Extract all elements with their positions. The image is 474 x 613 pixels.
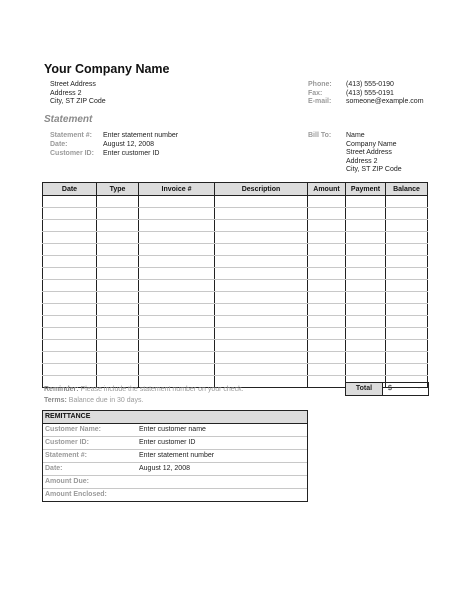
remittance-row bbox=[43, 463, 307, 476]
table-cell[interactable] bbox=[308, 196, 346, 208]
table-cell[interactable] bbox=[139, 316, 215, 328]
remittance-row bbox=[43, 450, 307, 463]
table-cell[interactable] bbox=[386, 328, 428, 340]
table-cell[interactable] bbox=[97, 220, 139, 232]
table-cell[interactable] bbox=[346, 316, 386, 328]
table-cell[interactable] bbox=[308, 256, 346, 268]
table-cell[interactable] bbox=[215, 280, 308, 292]
table-cell[interactable] bbox=[139, 220, 215, 232]
company-address-line: City, ST ZIP Code bbox=[50, 98, 106, 105]
total-box bbox=[345, 382, 429, 396]
table-row bbox=[43, 304, 428, 316]
table-cell[interactable] bbox=[386, 232, 428, 244]
terms-note bbox=[44, 397, 144, 404]
table-cell[interactable] bbox=[97, 316, 139, 328]
table-row bbox=[43, 340, 428, 352]
column-header-description: Description bbox=[215, 183, 308, 196]
table-cell[interactable] bbox=[215, 244, 308, 256]
table-cell[interactable] bbox=[43, 328, 97, 340]
table-cell[interactable] bbox=[97, 196, 139, 208]
table-cell[interactable] bbox=[215, 352, 308, 364]
table-cell[interactable] bbox=[346, 244, 386, 256]
remittance-value[interactable]: August 12, 2008 bbox=[139, 465, 190, 472]
table-cell[interactable] bbox=[386, 304, 428, 316]
table-cell[interactable] bbox=[308, 232, 346, 244]
table-cell[interactable] bbox=[308, 328, 346, 340]
column-header-type: Type bbox=[97, 183, 139, 196]
table-cell[interactable] bbox=[215, 292, 308, 304]
table-cell[interactable] bbox=[386, 292, 428, 304]
remittance-section bbox=[42, 410, 308, 502]
fax-value: (413) 555-0191 bbox=[346, 89, 394, 97]
table-cell[interactable] bbox=[139, 232, 215, 244]
table-cell[interactable] bbox=[43, 304, 97, 316]
table-cell[interactable] bbox=[308, 292, 346, 304]
remittance-row bbox=[43, 424, 307, 437]
table-cell[interactable] bbox=[308, 208, 346, 220]
remittance-title: REMITTANCE bbox=[43, 411, 307, 424]
bill-to-line: Company Name bbox=[346, 140, 397, 148]
table-row bbox=[43, 328, 428, 340]
table-cell[interactable] bbox=[215, 232, 308, 244]
table-cell[interactable] bbox=[386, 268, 428, 280]
remittance-label: Amount Due: bbox=[45, 478, 89, 485]
customer-id-label: Customer ID: bbox=[50, 150, 94, 157]
remittance-value[interactable]: Enter statement number bbox=[139, 452, 215, 459]
table-cell[interactable] bbox=[43, 232, 97, 244]
table-cell[interactable] bbox=[386, 208, 428, 220]
table-row bbox=[43, 268, 428, 280]
table-row bbox=[43, 292, 428, 304]
table-cell[interactable] bbox=[139, 280, 215, 292]
table-cell[interactable] bbox=[139, 304, 215, 316]
table-cell[interactable] bbox=[97, 268, 139, 280]
table-cell[interactable] bbox=[97, 244, 139, 256]
column-header-balance: Balance bbox=[386, 183, 428, 196]
table-body bbox=[43, 196, 428, 388]
statement-number-value: Enter statement number bbox=[103, 132, 179, 139]
table-cell[interactable] bbox=[386, 256, 428, 268]
remittance-label: Amount Enclosed: bbox=[45, 491, 107, 498]
table-cell[interactable] bbox=[346, 304, 386, 316]
table-cell[interactable] bbox=[97, 256, 139, 268]
table-cell[interactable] bbox=[139, 244, 215, 256]
table-cell[interactable] bbox=[97, 328, 139, 340]
statement-number-label: Statement #: bbox=[50, 132, 93, 139]
table-row bbox=[43, 208, 428, 220]
email-value: someone@example.com bbox=[346, 98, 424, 105]
table-cell[interactable] bbox=[215, 364, 308, 376]
table-cell[interactable] bbox=[97, 304, 139, 316]
company-address-line: Address 2 bbox=[50, 89, 82, 97]
table-cell[interactable] bbox=[386, 220, 428, 232]
table-cell[interactable] bbox=[346, 280, 386, 292]
table-cell[interactable] bbox=[139, 340, 215, 352]
table-cell[interactable] bbox=[346, 220, 386, 232]
customer-id-value: Enter customer ID bbox=[103, 150, 160, 157]
table-cell[interactable] bbox=[346, 196, 386, 208]
table-row bbox=[43, 316, 428, 328]
table-cell[interactable] bbox=[97, 280, 139, 292]
table-cell[interactable] bbox=[97, 232, 139, 244]
column-header-amount: Amount bbox=[308, 183, 346, 196]
total-label: Total bbox=[346, 383, 383, 395]
company-address-line: Street Address bbox=[50, 81, 96, 88]
table-cell[interactable] bbox=[386, 364, 428, 376]
statement-table bbox=[42, 182, 428, 388]
table-cell[interactable] bbox=[43, 340, 97, 352]
table-cell[interactable] bbox=[308, 316, 346, 328]
table-cell[interactable] bbox=[43, 292, 97, 304]
table-cell[interactable] bbox=[215, 304, 308, 316]
remittance-label: Statement #: bbox=[45, 452, 88, 459]
bill-to-line: Address 2 bbox=[346, 157, 378, 165]
table-cell[interactable] bbox=[386, 340, 428, 352]
table-cell[interactable] bbox=[215, 268, 308, 280]
table-cell[interactable] bbox=[346, 232, 386, 244]
table-row bbox=[43, 352, 428, 364]
table-cell[interactable] bbox=[139, 268, 215, 280]
remittance-row bbox=[43, 476, 307, 489]
table-cell[interactable] bbox=[97, 208, 139, 220]
table-cell[interactable] bbox=[43, 268, 97, 280]
bill-to-line: City, ST ZIP Code bbox=[346, 166, 402, 173]
bill-to-label: Bill To: bbox=[308, 132, 332, 139]
statement-date-value: August 12, 2008 bbox=[103, 141, 154, 148]
table-cell[interactable] bbox=[215, 196, 308, 208]
phone-label: Phone: bbox=[308, 81, 332, 88]
table-cell[interactable] bbox=[43, 244, 97, 256]
remittance-label: Date: bbox=[45, 465, 63, 472]
remittance-row bbox=[43, 437, 307, 450]
table-row bbox=[43, 256, 428, 268]
table-cell[interactable] bbox=[308, 280, 346, 292]
table-cell[interactable] bbox=[97, 352, 139, 364]
column-header-date: Date bbox=[43, 183, 97, 196]
total-value: - bbox=[417, 385, 420, 392]
reminder-text: Please include the statement number on your check. bbox=[80, 386, 244, 393]
table-cell[interactable] bbox=[346, 268, 386, 280]
table-cell[interactable] bbox=[386, 280, 428, 292]
table-cell[interactable] bbox=[139, 352, 215, 364]
table-cell[interactable] bbox=[346, 340, 386, 352]
column-header-payment: Payment bbox=[346, 183, 386, 196]
table-cell[interactable] bbox=[308, 340, 346, 352]
table-cell[interactable] bbox=[308, 268, 346, 280]
company-name: Your Company Name bbox=[44, 62, 170, 76]
table-cell[interactable] bbox=[215, 220, 308, 232]
table-cell[interactable] bbox=[43, 316, 97, 328]
table-cell[interactable] bbox=[43, 280, 97, 292]
table-cell[interactable] bbox=[346, 352, 386, 364]
table-cell[interactable] bbox=[215, 256, 308, 268]
table-cell[interactable] bbox=[308, 220, 346, 232]
table-cell[interactable] bbox=[346, 328, 386, 340]
table-cell[interactable] bbox=[215, 208, 308, 220]
table-cell[interactable] bbox=[139, 208, 215, 220]
table-cell[interactable] bbox=[43, 364, 97, 376]
table-cell[interactable] bbox=[346, 208, 386, 220]
remittance-row bbox=[43, 489, 307, 501]
table-cell[interactable] bbox=[308, 376, 346, 388]
table-cell[interactable] bbox=[139, 256, 215, 268]
table-cell[interactable] bbox=[386, 244, 428, 256]
phone-value: (413) 555-0190 bbox=[346, 81, 394, 88]
table-cell[interactable] bbox=[139, 292, 215, 304]
statement-title: Statement bbox=[44, 114, 93, 125]
table-cell[interactable] bbox=[308, 352, 346, 364]
table-row bbox=[43, 244, 428, 256]
total-currency: $ bbox=[388, 385, 392, 392]
table-cell[interactable] bbox=[308, 244, 346, 256]
remittance-value[interactable]: Enter customer ID bbox=[139, 439, 196, 446]
table-cell[interactable] bbox=[97, 364, 139, 376]
table-cell[interactable] bbox=[43, 256, 97, 268]
remittance-label: Customer ID: bbox=[45, 439, 89, 446]
table-cell[interactable] bbox=[346, 256, 386, 268]
table-cell[interactable] bbox=[386, 196, 428, 208]
terms-text: Balance due in 30 days. bbox=[68, 397, 144, 404]
table-cell[interactable] bbox=[43, 220, 97, 232]
terms-label: Terms: bbox=[44, 397, 67, 404]
table-cell[interactable] bbox=[346, 292, 386, 304]
table-cell[interactable] bbox=[139, 196, 215, 208]
email-label: E-mail: bbox=[308, 98, 332, 105]
bill-to-line: Street Address bbox=[346, 149, 392, 156]
table-cell[interactable] bbox=[43, 352, 97, 364]
table-cell[interactable] bbox=[308, 304, 346, 316]
table-row bbox=[43, 220, 428, 232]
table-cell[interactable] bbox=[139, 328, 215, 340]
table-cell[interactable] bbox=[139, 364, 215, 376]
table-cell[interactable] bbox=[215, 340, 308, 352]
remittance-value[interactable]: Enter customer name bbox=[139, 426, 206, 433]
bill-to-line: Name bbox=[346, 132, 365, 139]
reminder-label: Reminder: bbox=[44, 386, 79, 393]
statement-date-label: Date: bbox=[50, 141, 68, 148]
table-cell[interactable] bbox=[346, 364, 386, 376]
table-row bbox=[43, 196, 428, 208]
table-cell[interactable] bbox=[97, 292, 139, 304]
table-row bbox=[43, 232, 428, 244]
table-cell[interactable] bbox=[308, 364, 346, 376]
reminder-note bbox=[44, 386, 244, 393]
table-row bbox=[43, 280, 428, 292]
table-cell[interactable] bbox=[43, 196, 97, 208]
table-cell[interactable] bbox=[386, 352, 428, 364]
column-header-invoice: Invoice # bbox=[139, 183, 215, 196]
fax-label: Fax: bbox=[308, 89, 323, 97]
table-cell[interactable] bbox=[43, 208, 97, 220]
table-cell[interactable] bbox=[215, 316, 308, 328]
table-cell[interactable] bbox=[97, 340, 139, 352]
table-cell[interactable] bbox=[215, 328, 308, 340]
table-row bbox=[43, 364, 428, 376]
table-cell[interactable] bbox=[386, 316, 428, 328]
remittance-label: Customer Name: bbox=[45, 426, 102, 433]
